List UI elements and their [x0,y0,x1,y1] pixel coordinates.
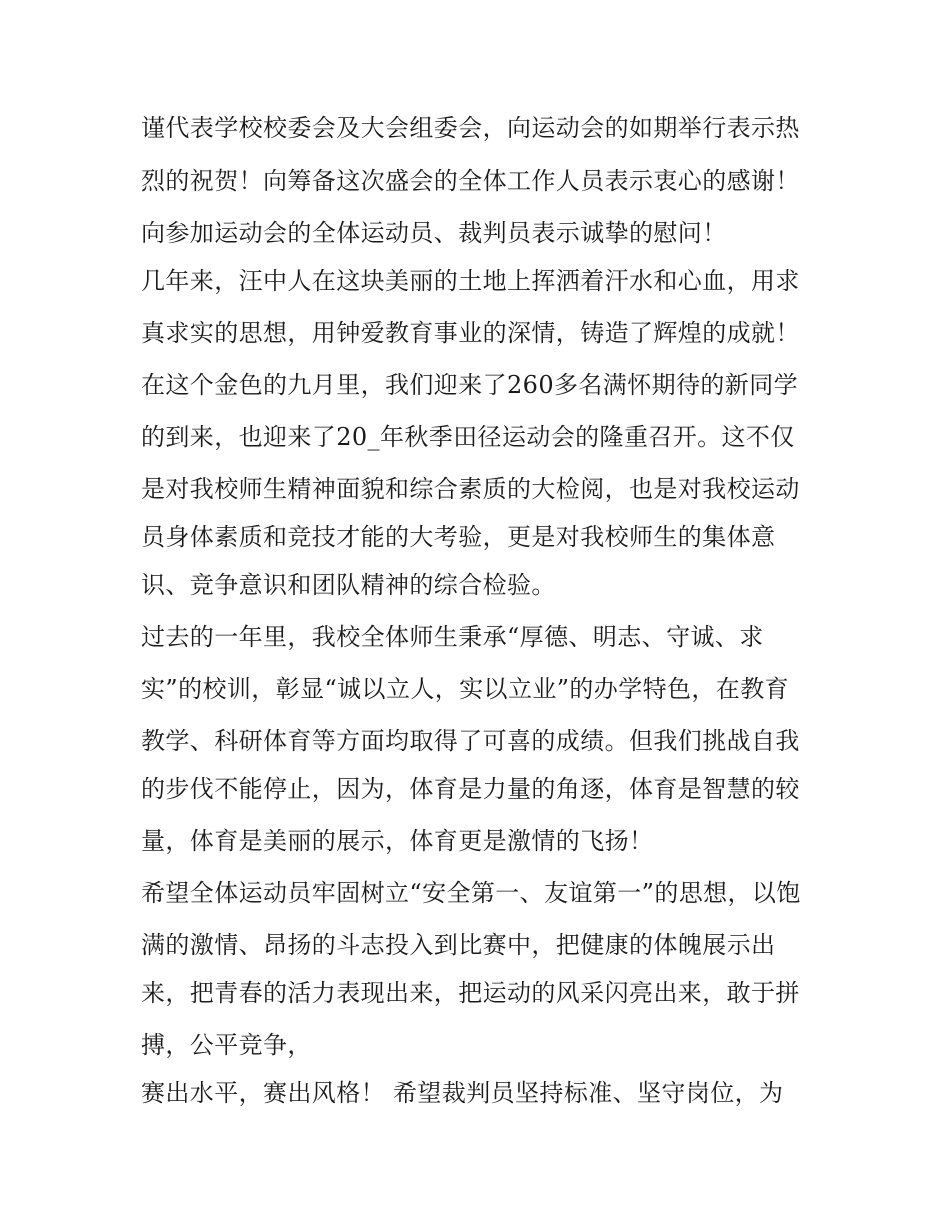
text-line: 希望全体运动员牢固树立“安全第一、友谊第一”的思想，以饱 [141,879,801,907]
text-line: 的步伐不能停止，因为，体育是力量的角逐，体育是智慧的较 [141,775,800,803]
text-line: 量，体育是美丽的展示，体育更是激情的飞扬！ [141,827,654,855]
text-line: 烈的祝贺！向筹备这次盛会的全体工作人员表示衷心的感谢！ [141,167,800,195]
text-line: 向参加运动会的全体运动员、裁判员表示诚挚的慰问！ [141,219,727,247]
text-line: 在这个金色的九月里，我们迎来了260多名满怀期待的新同学 [141,371,799,399]
text-line: 是对我校师生精神面貌和综合素质的大检阅，也是对我校运动 [141,475,800,503]
text-line: 赛出水平，赛出风格！ 希望裁判员坚持标准、坚守岗位，为 [141,1079,784,1107]
text-line: 识、竞争意识和团队精神的综合检验。 [141,571,556,599]
text-line: 的到来，也迎来了20_年秋季田径运动会的隆重召开。这不仅 [141,423,795,451]
text-line: 来，把青春的活力表现出来，把运动的风采闪亮出来，敢于拼 [141,979,800,1007]
text-line: 过去的一年里，我校全体师生秉承“厚德、明志、守诚、求 [141,623,764,651]
text-line: 几年来，汪中人在这块美丽的土地上挥洒着汗水和心血，用求 [141,267,800,295]
text-line: 搏，公平竞争， [141,1031,312,1059]
text-line: 员身体素质和竞技才能的大考验，更是对我校师生的集体意 [141,523,776,551]
text-line: 真求实的思想，用钟爱教育事业的深情，铸造了辉煌的成就！ [141,319,800,347]
text-line: 满的激情、昂扬的斗志投入到比赛中，把健康的体魄展示出 [141,931,776,959]
text-line: 谨代表学校校委会及大会组委会，向运动会的如期举行表示热 [141,114,800,142]
text-line: 教学、科研体育等方面均取得了可喜的成绩。但我们挑战自我 [141,727,800,755]
text-line: 实”的校训，彰显“诚以立人，实以立业”的办学特色，在教育 [141,675,790,703]
